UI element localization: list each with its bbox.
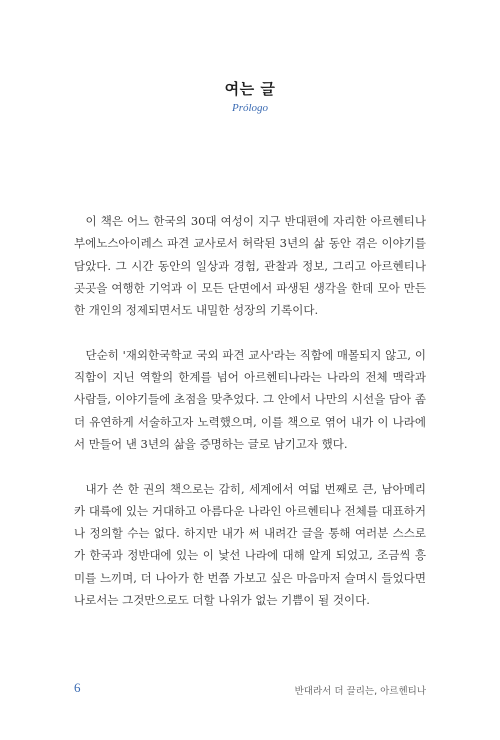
- running-head: 반대라서 더 끌리는, 아르헨티나: [294, 686, 426, 697]
- page-number: 6: [74, 680, 81, 695]
- chapter-title: 여는 글: [224, 80, 276, 98]
- body-text: [74, 210, 426, 611]
- paragraph: 이 책은 어느 한국의 30대 여성이 지구 반대편에 자리한 아르헨티나 부에노스아이레스 파견 교사로서 허락된 3년의 삶 동안 겪은 이야기를 담았다. 그 시간 동안의 일상과 경험, 관찰과 정보, 그리고 아르헨티나 곳곳을 여행한 기억과 이 모든 단면에서 파생된 생각을 한데 모아 만든 한 개인의 정제되면서도 내밀한 성장의 기록이다.: [74, 214, 426, 318]
- paragraph: 단순히 '재외한국학교 국외 파견 교사'라는 직함에 매몰되지 않고, 이 직함이 지닌 역할의 한계를 넘어 아르헨티나라는 나라의 전체 맥락과 사람들, 이야기들에 초점을 맞추었다. 그 안에서 나만의 시선을 담아 좀 더 유연하게 서술하고자 노력했으며, 이를 책으로 엮어 내가 이 나라에서 만들어 낸 3년의 삶을 증명하는 글로 남기고자 했다.: [74, 347, 426, 451]
- paragraph: 내가 쓴 한 권의 책으로는 감히, 세계에서 여덟 번째로 큰, 남아메리카 대륙에 있는 거대하고 아름다운 나라인 아르헨티나 전체를 대표하거나 정의할 수는 없다. 하지만 내가 써 내려간 글을 통해 여러분 스스로가 한국과 정반대에 있는 이 낯선 나라에 대해 알게 되었고, 조금씩 흥미를 느끼며, 더 나아가 한 번쯤 가보고 싶은 마음마저 슬며시 들었다면 나로서는 그것만으로도 더할 나위가 없는 기쁨이 될 것이다.: [74, 481, 426, 608]
- chapter-subtitle: Prólogo: [231, 102, 269, 114]
